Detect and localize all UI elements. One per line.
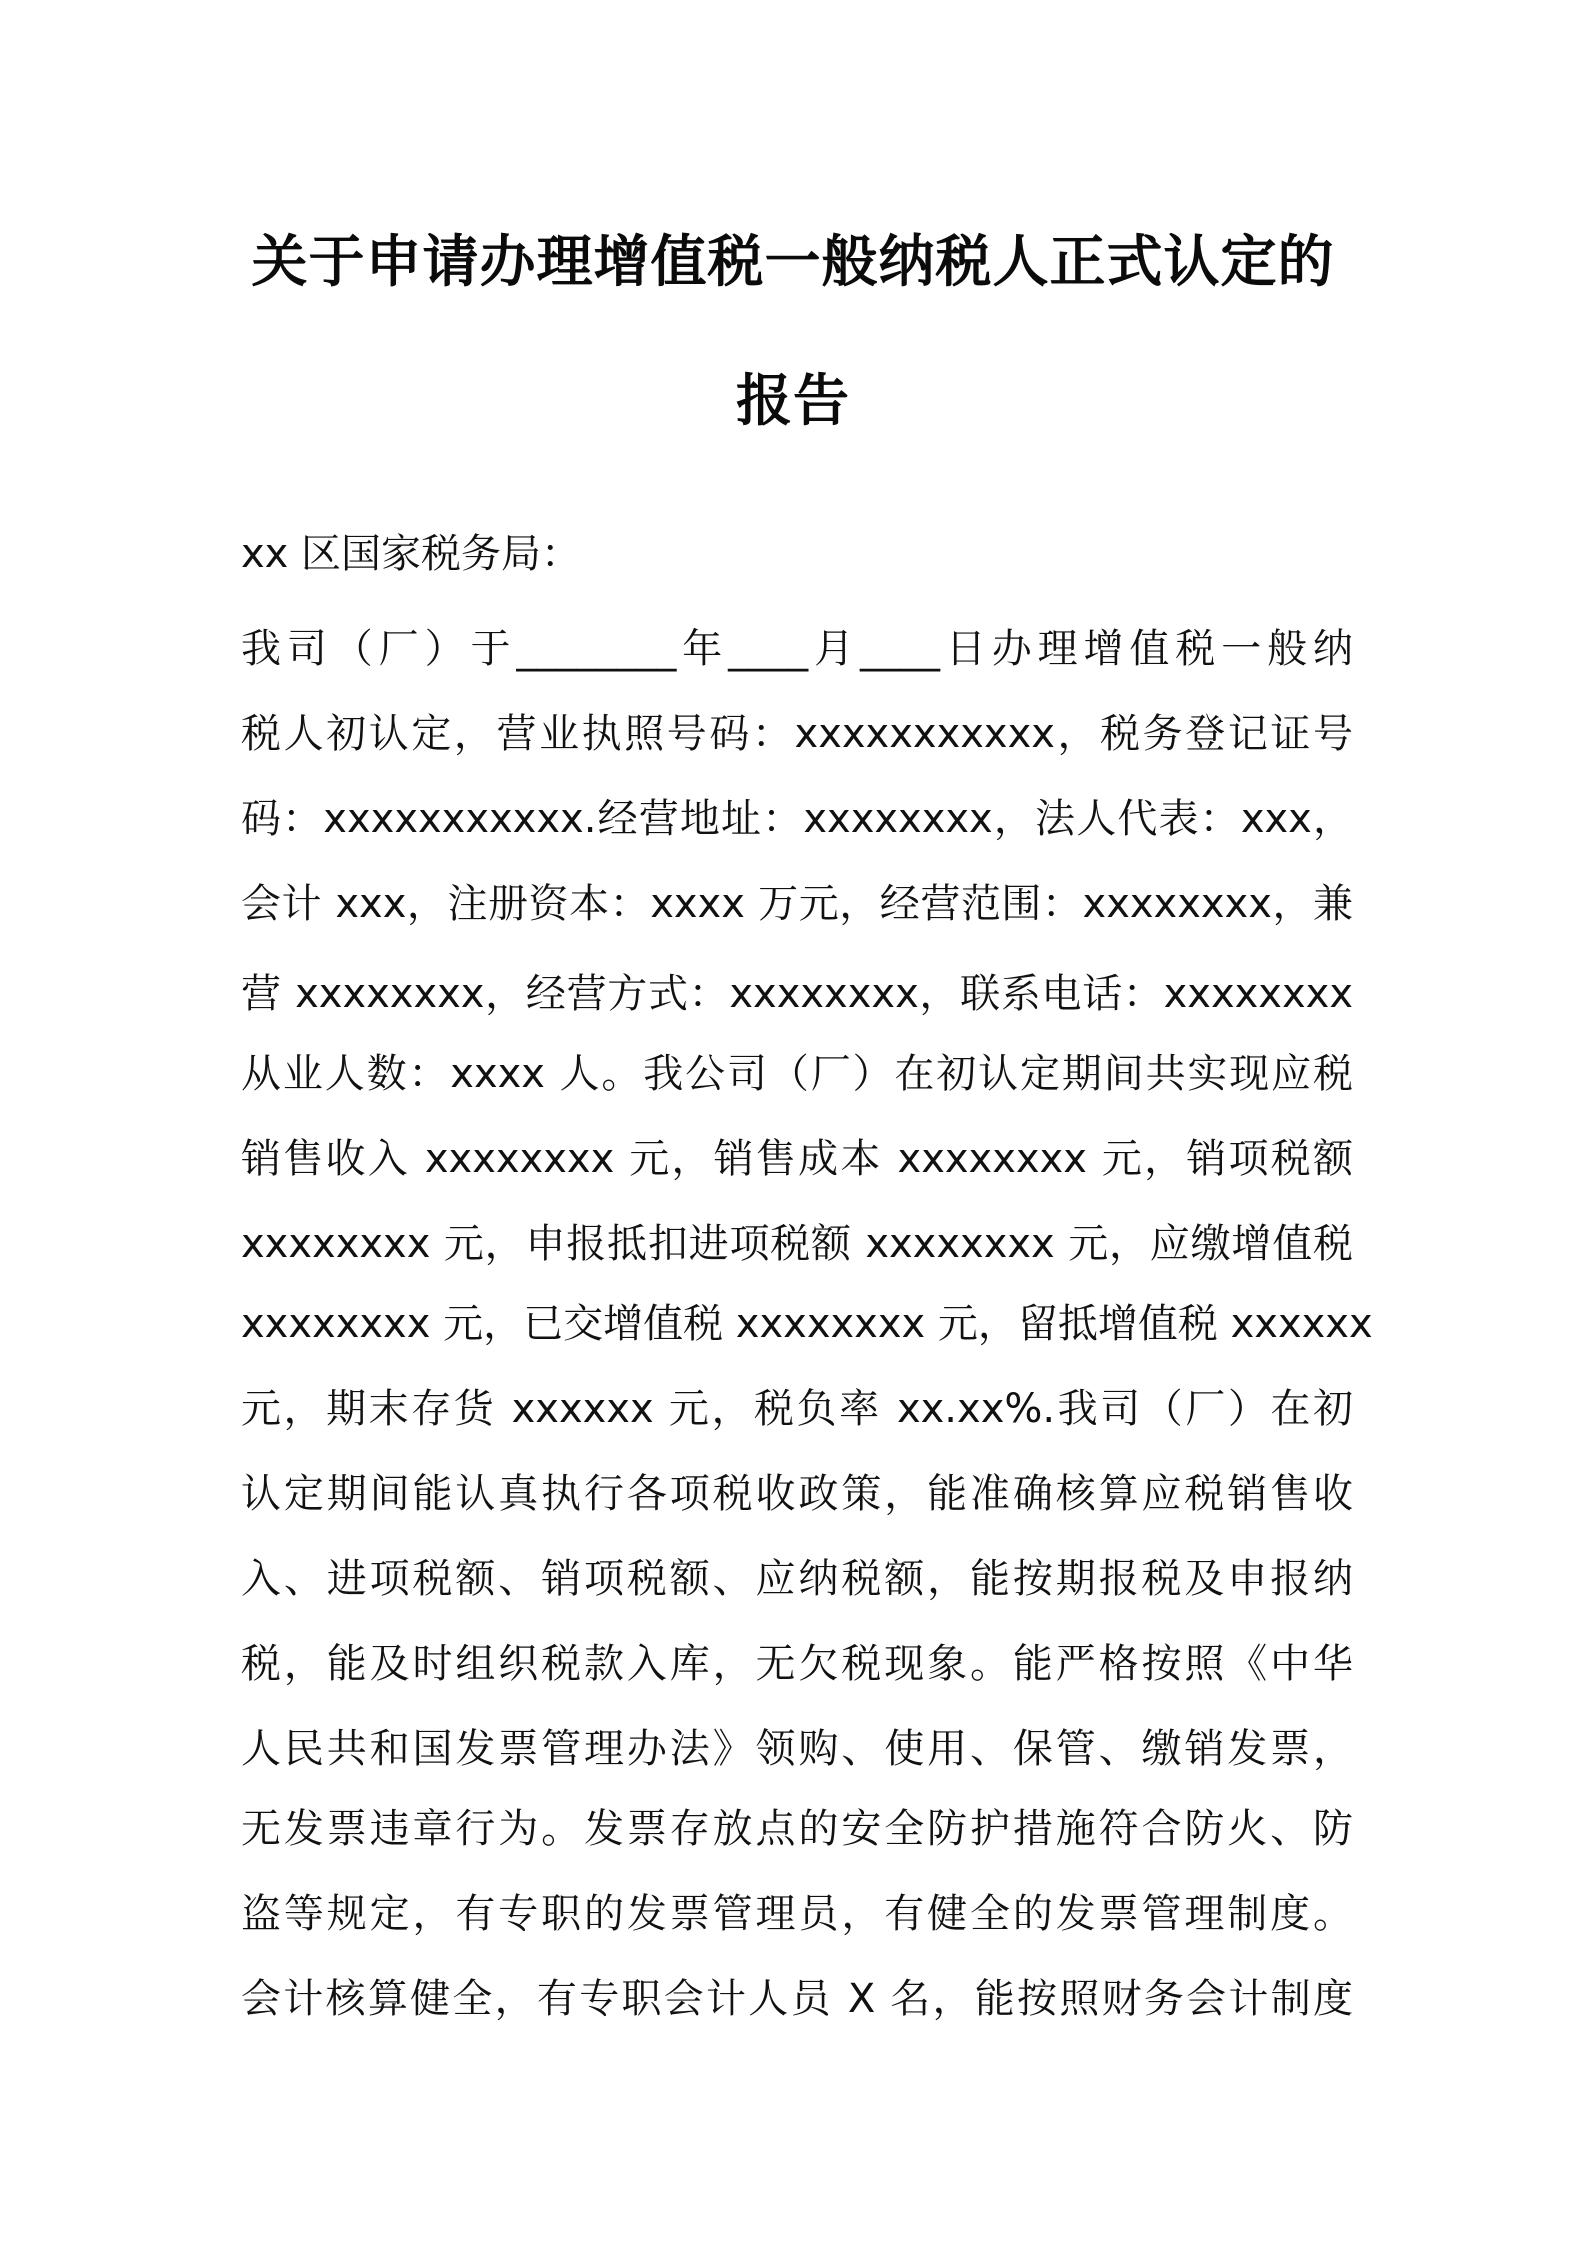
body-line: 我司（厂）于________年____月____日办理增值税一般纳 [241,626,1353,672]
document-title [0,230,1586,434]
body-line: xxxxxxxx 元，申报抵扣进项税额 xxxxxxxx 元，应缴增值税 [241,1221,1353,1267]
body-line: 从业人数：xxxx 人。我公司（厂）在初认定期间共实现应税 [241,1051,1353,1097]
body-line: 盗等规定，有专职的发票管理员，有健全的发票管理制度。 [241,1891,1353,1937]
title-line-2: 报告 [736,369,850,434]
body-line: 无发票违章行为。发票存放点的安全防护措施符合防火、防 [241,1806,1353,1852]
body-line: 入、进项税额、销项税额、应纳税额，能按期报税及申报纳 [241,1556,1353,1602]
body-line: 税人初认定，营业执照号码：xxxxxxxxxxx，税务登记证号 [241,711,1353,757]
body-line: 码：xxxxxxxxxxx.经营地址：xxxxxxxx，法人代表：xxx， [241,796,1353,842]
body-line: 会计 xxx，注册资本：xxxx 万元，经营范围：xxxxxxxx，兼 [241,881,1353,927]
title-line-1: 关于申请办理增值税一般纳税人正式认定的 [251,230,1335,295]
body-line: 元，期末存货 xxxxxx 元，税负率 xx.xx%.我司（厂）在初 [241,1386,1353,1432]
body-line: 销售收入 xxxxxxxx 元，销售成本 xxxxxxxx 元，销项税额 [241,1136,1353,1182]
body-line: 人民共和国发票管理办法》领购、使用、保管、缴销发票， [241,1726,1353,1772]
body-line: 税，能及时组织税款入库，无欠税现象。能严格按照《中华 [241,1641,1353,1687]
body-line: 营 xxxxxxxx，经营方式：xxxxxxxx，联系电话：xxxxxxxx [241,971,1353,1017]
salutation: xx 区国家税务局： [241,531,582,577]
body-line: xxxxxxxx 元，已交增值税 xxxxxxxx 元，留抵增值税 xxxxxx [241,1301,1373,1347]
body-line: 认定期间能认真执行各项税收政策，能准确核算应税销售收 [241,1471,1353,1517]
body-line: 会计核算健全，有专职会计人员 X 名，能按照财务会计制度 [241,1976,1353,2022]
